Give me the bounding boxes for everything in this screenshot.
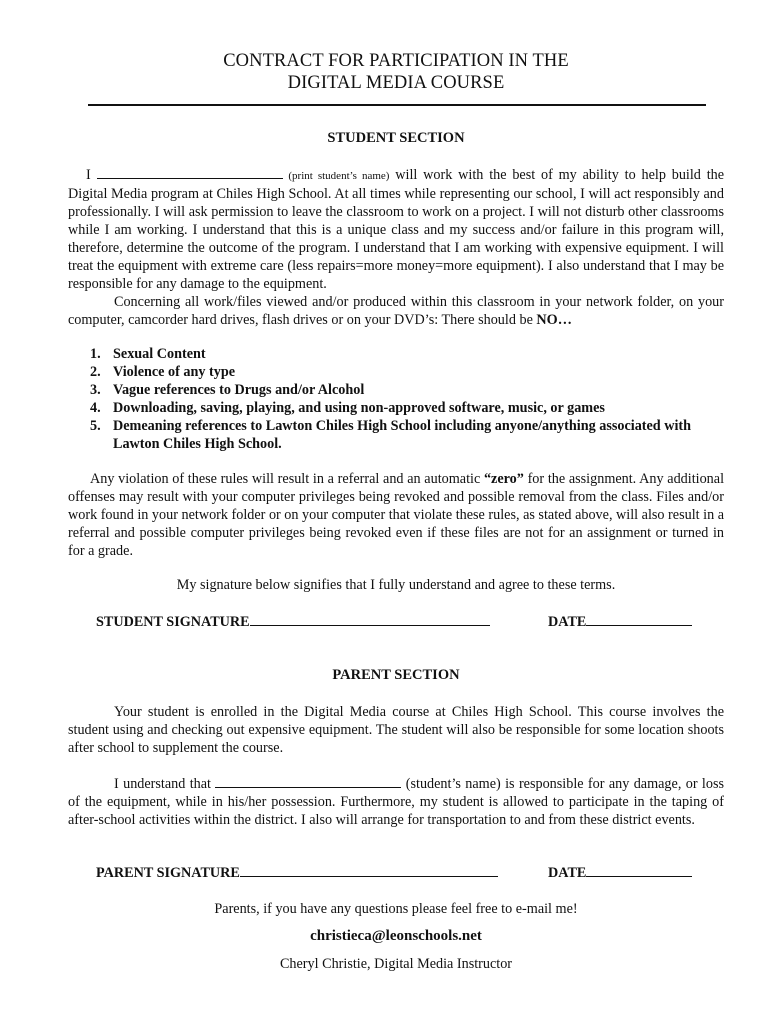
intro-text: will work with the best of my ability to help build the Digital Media program at Chiles High School. At all times while representing our school, I will act responsibly and professionally. I will ask permission to leave the classroom to work on a project. I will not disturb other classrooms while I am working. I understand that this is a unique class and my success and/or failure in this program will, therefore, determine the outcome of the program. I understand that I am working with expensive equipment. I will treat the equipment with extreme care (less repairs=more money=more equipment). I also understand that I may be responsible for any damage to the equipment. [68,167,725,292]
violation-text-pre: Any violation of these rules will result in a referral and an automatic [90,471,481,487]
parent-date-label: DATE [548,865,587,881]
list-text: Sexual Content [113,346,206,362]
list-number: 3. [90,382,101,398]
student-signature-label: STUDENT SIGNATURE [96,614,250,630]
parent-signature-row [96,864,498,882]
list-item [68,399,718,417]
title-line-1: CONTRACT FOR PARTICIPATION IN THE [223,51,569,71]
concerning-bold: NO… [536,312,572,328]
list-item [68,345,718,363]
student-date-field[interactable] [586,613,692,626]
list-text: Violence of any type [113,364,236,380]
list-text: Downloading, saving, playing, and using non-approved software, music, or games [113,400,605,416]
student-intro-paragraph [68,166,724,329]
list-text: Vague references to Drugs and/or Alcohol [113,382,365,398]
concerning-text: Concerning all work/files viewed and/or produced within this classroom in your network folder, on your computer, camcorder hard drives, flash drives or on your DVD’s: There should be [68,294,724,328]
student-signature-row [96,613,490,631]
parent-date-field[interactable] [586,864,692,877]
student-section-heading: STUDENT SECTION [327,130,465,146]
document-title [0,50,770,94]
list-item [68,381,718,399]
understand-text-pre: I understand that [114,776,211,792]
agreement-statement: My signature below signifies that I fully understand and agree to these terms. [176,577,616,593]
understand-paragraph [68,775,724,829]
parent-section-heading: PARENT SECTION [332,667,460,683]
intro-lead: I [86,167,91,183]
student-signature-field[interactable] [250,613,490,626]
instructor-name: Cheryl Christie, Digital Media Instructor [279,956,513,972]
list-number: 4. [90,400,101,416]
parent-signature-label: PARENT SIGNATURE [96,865,240,881]
student-date-row [548,613,692,631]
enrolled-paragraph [68,703,724,757]
name-hint: (print student’s name) [288,170,390,182]
title-line-2: DIGITAL MEDIA COURSE [287,73,505,93]
violation-paragraph [68,470,724,560]
list-item [68,417,718,453]
understand-text-post: (student’s name) is responsible for any damage, or loss of the equipment, while in his/her possession. Furthermore, my student is allowed to participate in the taping of after-school activities within the district. I also will arrange for transportation to and from these district events. [68,776,725,828]
violation-text-post: for the assignment. Any additional offenses may result with your computer privileges being revoked and possible removal from the class. Files and/or work found in your network folder or on your computer that violate these rules, as stated above, will also result in a referral and possible computer privileges being revoked even if these files are not for an assignment or turned in for a grade. [68,471,725,559]
parent-date-row [548,864,692,882]
enrolled-text: Your student is enrolled in the Digital Media course at Chiles High School. This course involves the student using and checking out expensive equipment. The student will also be responsible for some location shoots after school to supplement the course. [68,704,724,756]
title-divider [88,104,706,106]
list-number: 2. [90,364,101,380]
contact-email[interactable]: christieca@leonschools.net [310,928,482,944]
list-item [68,363,718,381]
prohibited-content-list [68,345,718,453]
questions-note: Parents, if you have any questions please feel free to e-mail me! [214,901,578,917]
violation-zero: “zero” [483,471,524,487]
parent-signature-field[interactable] [240,864,498,877]
list-number: 1. [90,346,101,362]
student-date-label: DATE [548,614,587,630]
list-number: 5. [90,418,101,434]
list-text: Demeaning references to Lawton Chiles High School including anyone/anything associated with Lawton Chiles High School. [113,418,692,452]
student-name-blank[interactable] [97,166,283,179]
parent-student-name-blank[interactable] [215,775,401,788]
